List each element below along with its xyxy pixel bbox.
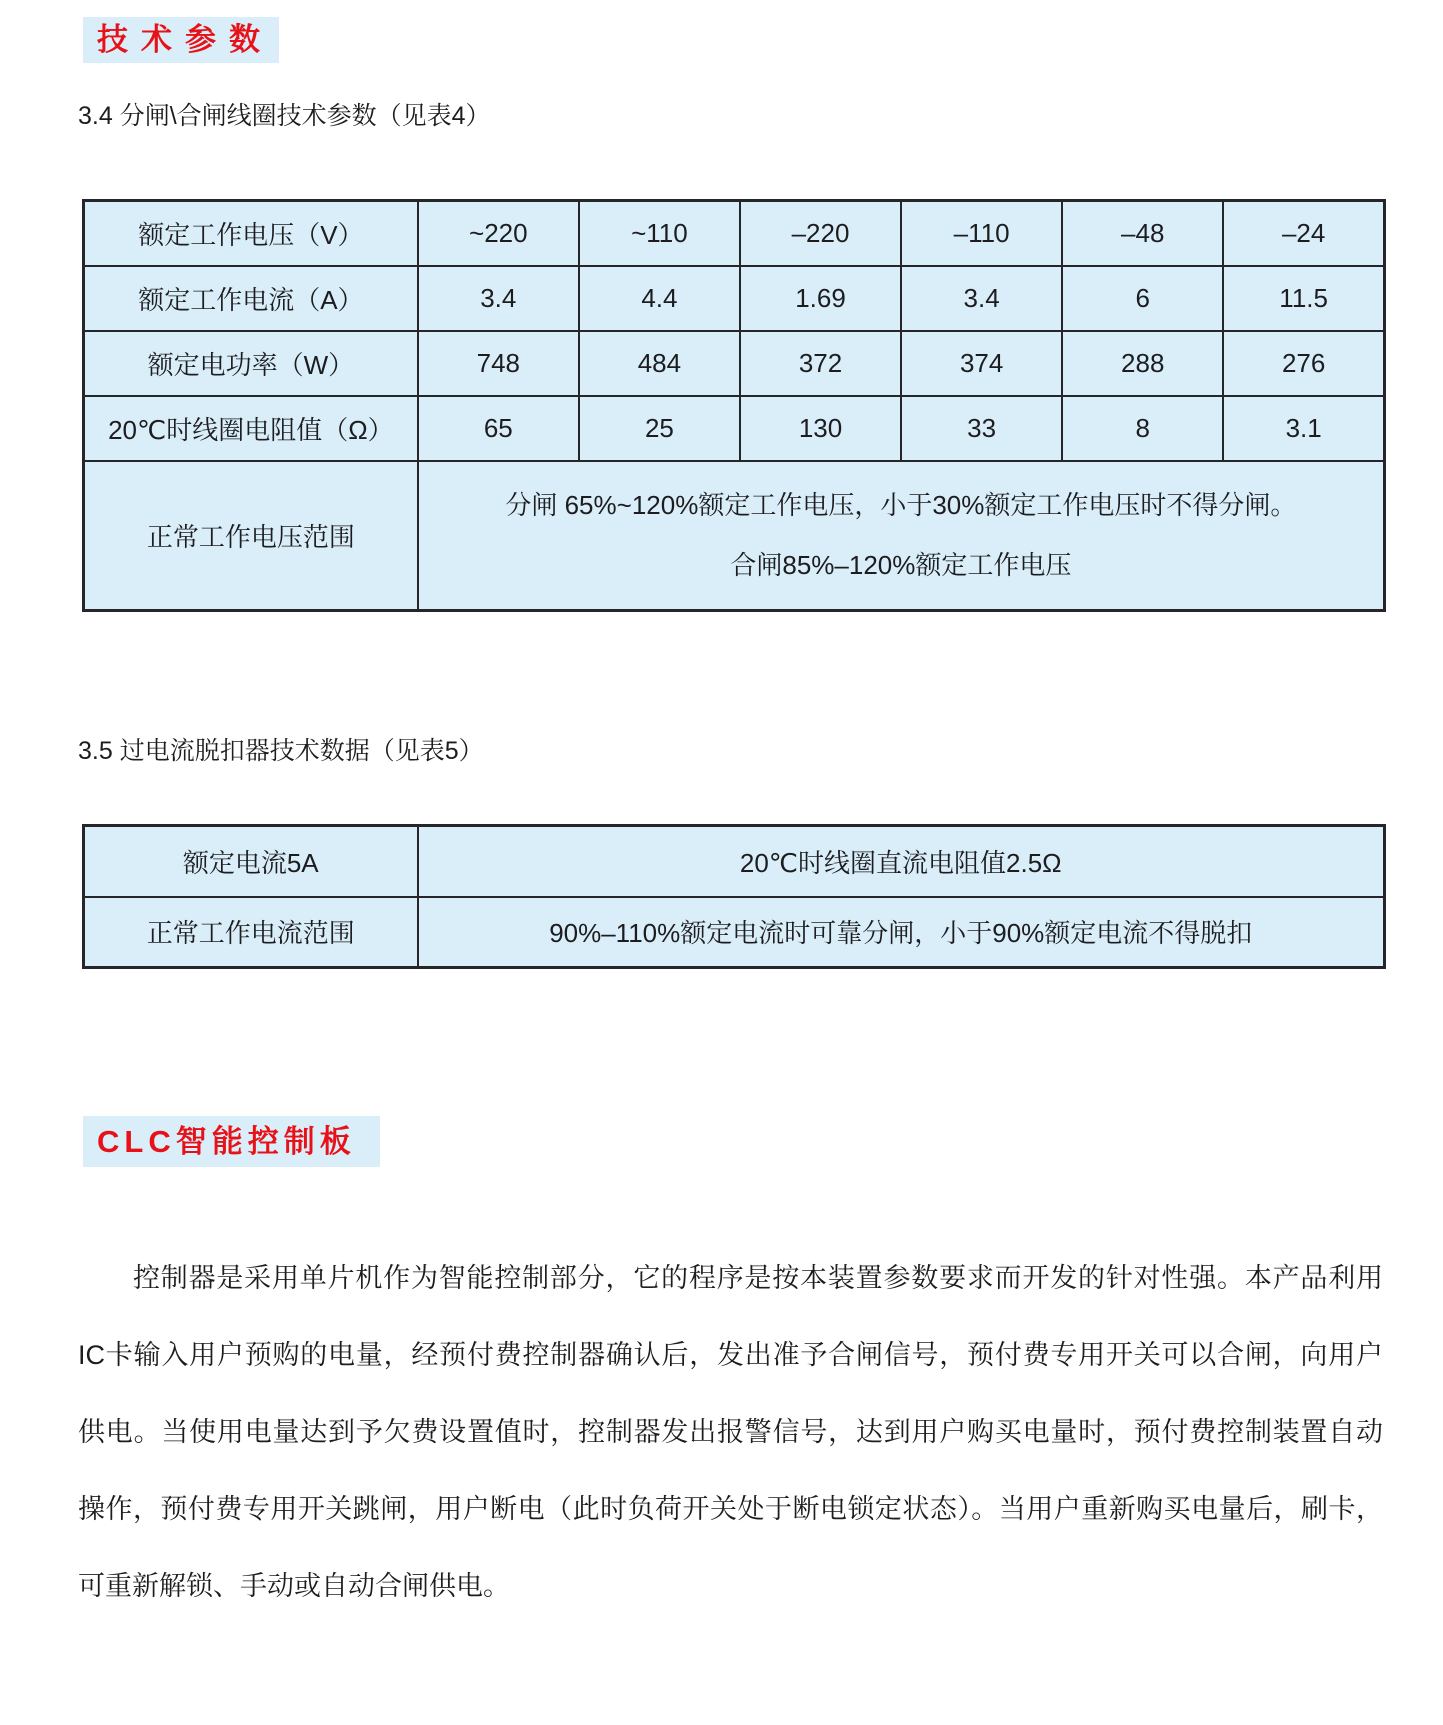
param-label-cell: 额定电流5A: [84, 826, 418, 897]
clc-description-paragraph: [78, 1240, 1383, 1625]
param-value-cell: 20℃时线圈直流电阻值2.5Ω: [418, 826, 1385, 897]
paragraph-line: 供电。当使用电量达到予欠费设置值时，控制器发出报警信号，达到用户购买电量时，预付费控制装置自动: [78, 1417, 1383, 1447]
param-value-cell: 484: [579, 331, 740, 396]
param-value-cell: 3.4: [418, 266, 579, 331]
param-value-cell: 374: [901, 331, 1062, 396]
trip-unit-table: [82, 824, 1386, 969]
param-value-cell: 25: [579, 396, 740, 461]
param-value-cell: 372: [740, 331, 901, 396]
param-value-cell: 3.1: [1223, 396, 1384, 461]
tech-params-heading: 技术参数: [83, 17, 279, 63]
opening-range-text: 分闸 65%~120%额定工作电压，小于30%额定工作电压时不得分闸。: [505, 490, 1297, 520]
param-value-cell: 3.4: [901, 266, 1062, 331]
param-value-cell: 11.5: [1223, 266, 1384, 331]
param-value-cell: –220: [740, 201, 901, 266]
section-3-4-title: 3.4 分闸\合闸线圈技术参数（见表4）: [78, 102, 491, 130]
param-value-cell: 6: [1062, 266, 1223, 331]
param-value-cell: –24: [1223, 201, 1384, 266]
param-value-cell: ~110: [579, 201, 740, 266]
param-label-cell: 20℃时线圈电阻值（Ω）: [84, 396, 418, 461]
param-value-cell: 8: [1062, 396, 1223, 461]
param-value-cell: 276: [1223, 331, 1384, 396]
param-label-cell: 正常工作电流范围: [84, 897, 418, 968]
param-value-cell: –110: [901, 201, 1062, 266]
table-row: [84, 396, 1385, 461]
param-value-cell: 33: [901, 396, 1062, 461]
paragraph-line: 操作，预付费专用开关跳闸，用户断电（此时负荷开关处于断电锁定状态）。当用户重新购买电量后，刷卡，: [78, 1494, 1383, 1524]
param-value-cell: 65: [418, 396, 579, 461]
param-value-cell: 130: [740, 396, 901, 461]
section-3-5-title: 3.5 过电流脱扣器技术数据（见表5）: [78, 737, 484, 765]
param-label-cell: 额定工作电压（V）: [84, 201, 418, 266]
param-value-cell: 4.4: [579, 266, 740, 331]
clc-board-heading: CLC智能控制板: [83, 1116, 380, 1167]
table-row: [84, 461, 1385, 611]
paragraph-line: IC卡输入用户预购的电量，经预付费控制器确认后，发出准予合闸信号，预付费专用开关可以合闸，向用户: [78, 1340, 1383, 1370]
param-value-cell: 288: [1062, 331, 1223, 396]
table-row: [84, 266, 1385, 331]
param-value-cell: ~220: [418, 201, 579, 266]
param-label-cell: 正常工作电压范围: [84, 461, 418, 611]
param-value-cell: 748: [418, 331, 579, 396]
closing-range-text: 合闸85%–120%额定工作电压: [730, 550, 1072, 580]
param-value-cell: 1.69: [740, 266, 901, 331]
paragraph-line: 可重新解锁、手动或自动合闸供电。: [78, 1571, 510, 1601]
table-row: [84, 201, 1385, 266]
param-value-cell: –48: [1062, 201, 1223, 266]
param-value-cell: 90%–110%额定电流时可靠分闸，小于90%额定电流不得脱扣: [418, 897, 1385, 968]
table-row: [84, 331, 1385, 396]
coil-params-table: [82, 199, 1386, 612]
param-label-cell: 额定电功率（W）: [84, 331, 418, 396]
paragraph-line: 控制器是采用单片机作为智能控制部分，它的程序是按本装置参数要求而开发的针对性强。本产品利用: [133, 1263, 1383, 1293]
voltage-range-cell: [418, 461, 1385, 611]
table-row: [84, 897, 1385, 968]
param-label-cell: 额定工作电流（A）: [84, 266, 418, 331]
table-row: [84, 826, 1385, 897]
